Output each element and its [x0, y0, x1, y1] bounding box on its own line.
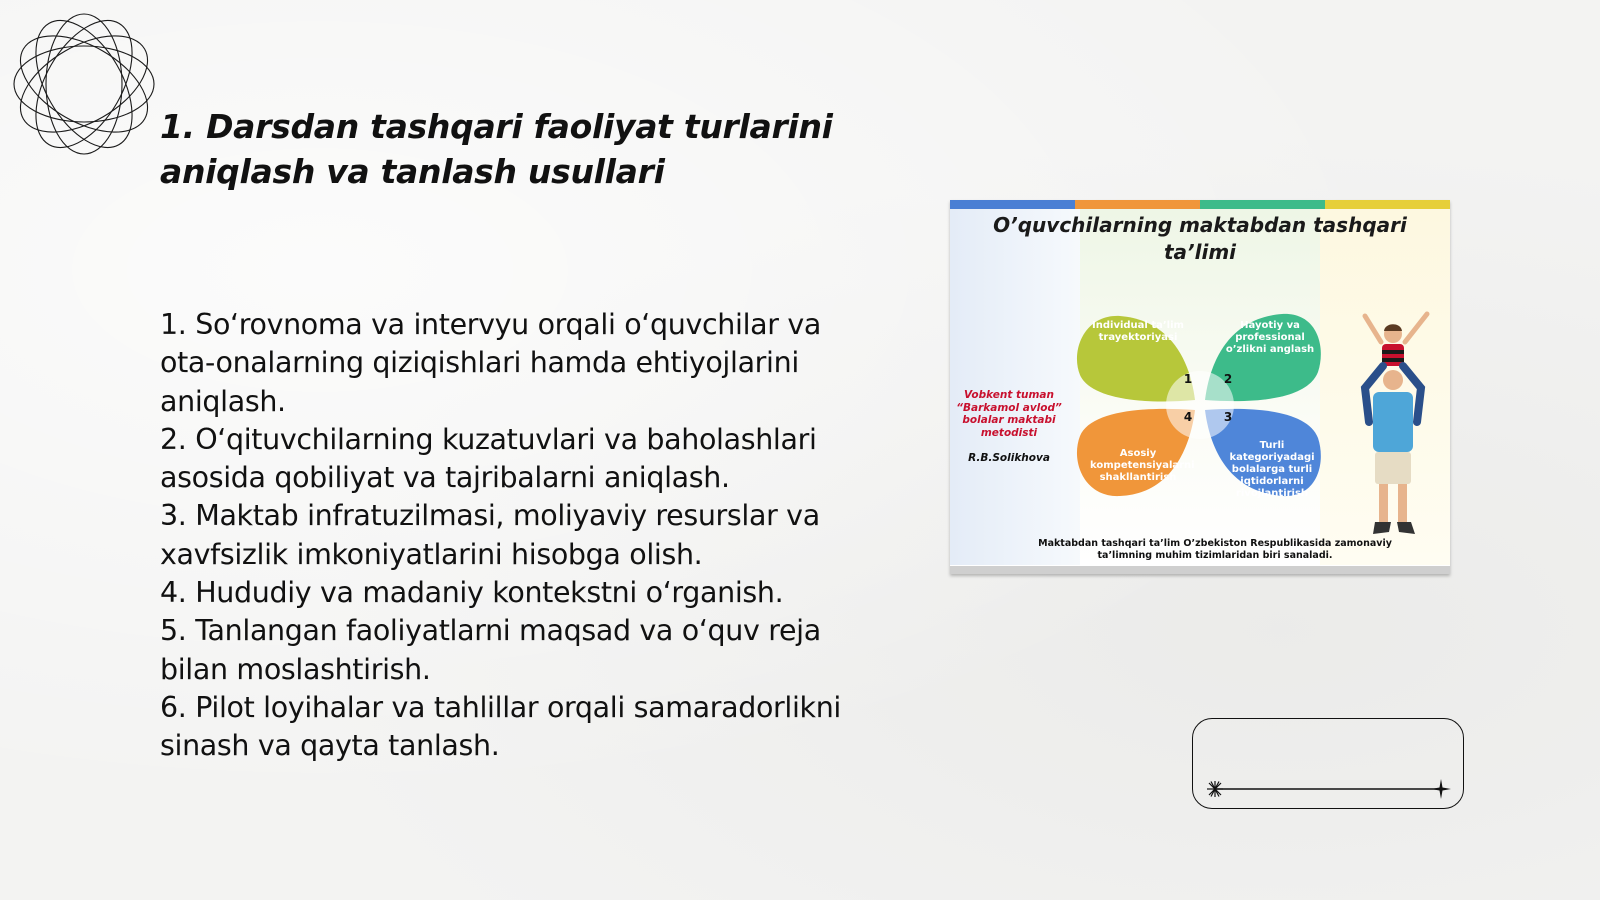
- list-item: 6. Pilot loyihalar va tahlillar orqali samaradorlikni sinash va qayta tanlash.: [160, 690, 841, 763]
- list-item: 2. O‘qituvchilarning kuzatuvlari va baholashlari asosida qobiliyat va tajribalarni aniqlash.: [160, 422, 817, 495]
- poster-author: R.B.Solikhova: [968, 452, 1050, 464]
- petal-label: Turli kategoriyadagi bolalarga turli iqtidorlarni rivojlantirish: [1229, 440, 1315, 499]
- petal-number: 2: [1223, 372, 1233, 386]
- sparkle-icon: [1431, 779, 1451, 799]
- poster-color-bar: [950, 200, 1450, 209]
- slide-title: 1. Darsdan tashqari faoliyat turlarini aniqlash va tanlash usullari: [160, 107, 833, 191]
- color-bar-segment: [1200, 200, 1325, 209]
- petal-diagram: [1060, 280, 1340, 530]
- decorative-frame: [1192, 718, 1464, 809]
- poster-side-text: Vobkent tuman “Barkamol avlod” bolalar maktabi metodisti: [956, 389, 1062, 439]
- list-item: 3. Maktab infratuzilmasi, moliyaviy resurslar va xavfsizlik imkoniyatlarini hisobga olish.: [160, 499, 820, 571]
- petal-label: Individual ta’lim trayektoriyasi: [1092, 320, 1184, 343]
- petal-number: 4: [1183, 410, 1193, 424]
- sunburst-icon: [1207, 781, 1223, 797]
- petal-number: 3: [1223, 410, 1233, 424]
- poster-title: O’quvchilarning maktabdan tashqari ta’limi: [993, 213, 1407, 264]
- list-item: 4. Hududiy va madaniy kontekstni o‘rganish.: [160, 576, 784, 610]
- poster-caption: Maktabdan tashqari ta’lim O’zbekiston Respublikasida zamonaviy ta’limning muhim tizimlaridan biri sanaladi.: [1038, 538, 1392, 561]
- color-bar-segment: [950, 200, 1075, 209]
- poster-image: [950, 200, 1450, 574]
- petal-label: Hayotiy va professional o’zlikni anglash: [1225, 320, 1315, 355]
- color-bar-segment: [1325, 200, 1450, 209]
- method-list: [160, 306, 860, 766]
- petal-label: Asosiy kompetensiyalarni shakllantirish: [1090, 448, 1195, 483]
- color-bar-segment: [1075, 200, 1200, 209]
- petal-number: 1: [1183, 372, 1193, 386]
- decorative-line: [1193, 719, 1465, 810]
- poster-bottom-bar: [950, 566, 1450, 574]
- parent-child-illustration: [1335, 300, 1445, 550]
- decorative-rosette-icon: [10, 10, 158, 158]
- list-item: 1. So‘rovnoma va intervyu orqali o‘quvchilar va ota-onalarning qiziqishlari hamda ehtiyojlarini aniqlash.: [160, 308, 821, 418]
- list-item: 5. Tanlangan faoliyatlarni maqsad va o‘quv reja bilan moslashtirish.: [160, 614, 821, 686]
